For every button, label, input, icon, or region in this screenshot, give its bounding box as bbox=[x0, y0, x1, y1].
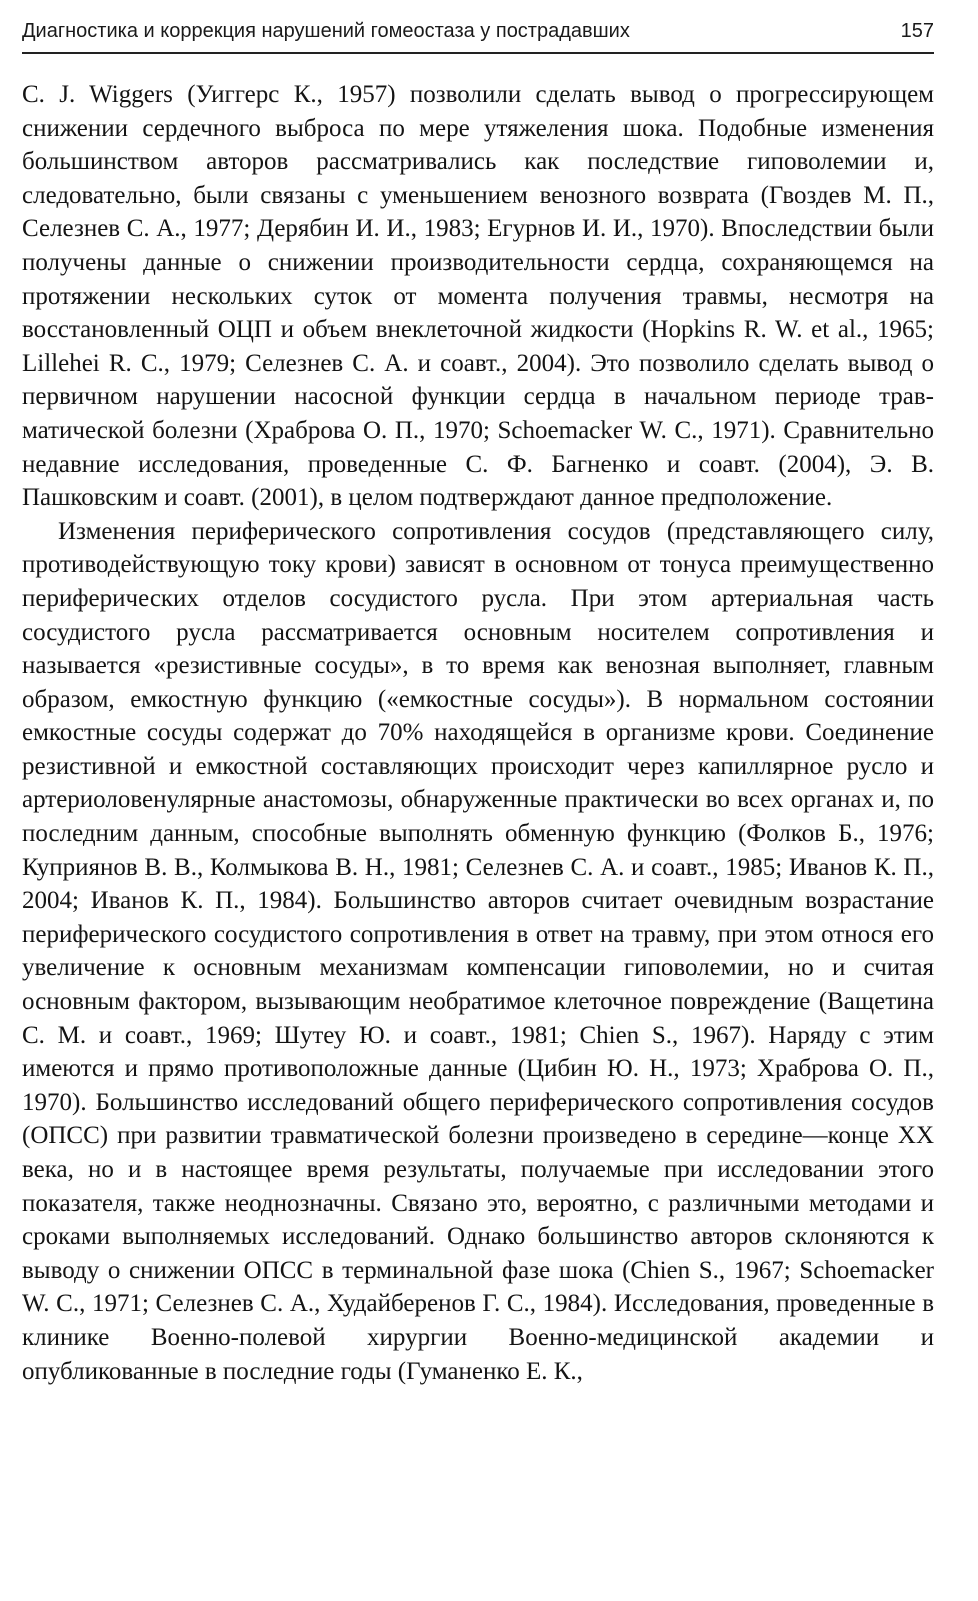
paragraph: Изменения периферического сопротивления сосудов (представляющего силу, противодействующую току крови) зависят в основном от тонуса преимущественно периферических отделов сосудистого русла. При этом артериальная часть сосудистого русла рассматривается основным носителем сопротивления и называется «резистивные сосуды», в то время как венозная выполняет, главным образом, емкостную функцию («емкостные сосуды»). В нормальном состоянии емкостные сосуды содержат до 70% находящейся в организме крови. Соединение резистивной и емкостной составляющих происходит через капиллярное русло и артериоловенулярные анастомозы, обнаруженные практически во всех органах и, по последним данным, способные выполнять обменную функцию (Фолков Б., 1976; Куприянов В. В., Колмыкова В. Н., 1981; Селезнев С. А. и соавт., 1985; Иванов К. П., 2004; Иванов К. П., 1984). Большинство авторов считает очевидным возрастание периферического сосудистого сопротивления в ответ на травму, при этом относя его увеличение к основным механизмам компенсации гиповолемии, но и считая основным фактором, вызывающим необратимое клеточное повреждение (Ващетина С. М. и соавт., 1969; Шутеу Ю. и соавт., 1981; Chien S., 1967). Наряду с этим имеются и прямо противоположные данные (Цибин Ю. Н., 1973; Храброва О. П., 1970). Большинство исследований общего периферического сопротивления сосудов (ОПСС) при развитии травматической болезни произведено в середине—конце XX века, но и в настоящее время результаты, получаемые при исследовании этого показателя, также неоднозначны. Связано это, вероятно, с различными методами и сроками выполняемых исследований. Однако большинство авторов склоняются к выводу о снижении ОПСС в терминальной фазе шока (Chien S., 1967; Schoemacker W. C., 1971; Селезнев С. А., Худайберенов Г. С., 1984). Исследования, проведенные в клинике Военно-полевой хирургии Военно-медицинской академии и опубликованные в последние годы (Гуманенко Е. К., bbox=[22, 517, 934, 1385]
body-text bbox=[22, 78, 934, 1388]
page-number: 157 bbox=[900, 20, 934, 42]
paragraph-continued: C. J. Wiggers (Уиггерс К., 1957) позволили сделать вывод о прогрессирующем снижении сердечного выброса по мере утяжеления шока. Подобные изменения большинством авторов рассматривались как последствие гиповолемии и, следовательно, были связаны с уменьшением венозного возврата (Гвоздев М. П., Селезнев С. А., 1977; Дерябин И. И., 1983; Егурнов И. И., 1970). Впоследствии были получены данные о снижении производительности сердца, сохраняющемся на протяжении нескольких суток от момента получения травмы, несмотря на восстановленный ОЦП и объем внеклеточной жидкости (Hopkins R. W. et al., 1965; Lillehei R. C., 1979; Селезнев С. А. и соавт., 2004). Это позволило сделать вывод о первичном нарушении насосной функции сердца в начальном периоде травматической болезни (Храброва О. П., 1970; Schoemacker W. C., 1971). Сравнительно недавние исследования, проведенные С. Ф. Багненко и соавт. (2004), Э. В. Пашковским и соавт. (2001), в целом подтверждают данное предположение. bbox=[22, 81, 934, 512]
running-head bbox=[22, 10, 934, 54]
running-head-title: Диагностика и коррекция нарушений гомеостаза у пострадавших bbox=[22, 20, 630, 42]
